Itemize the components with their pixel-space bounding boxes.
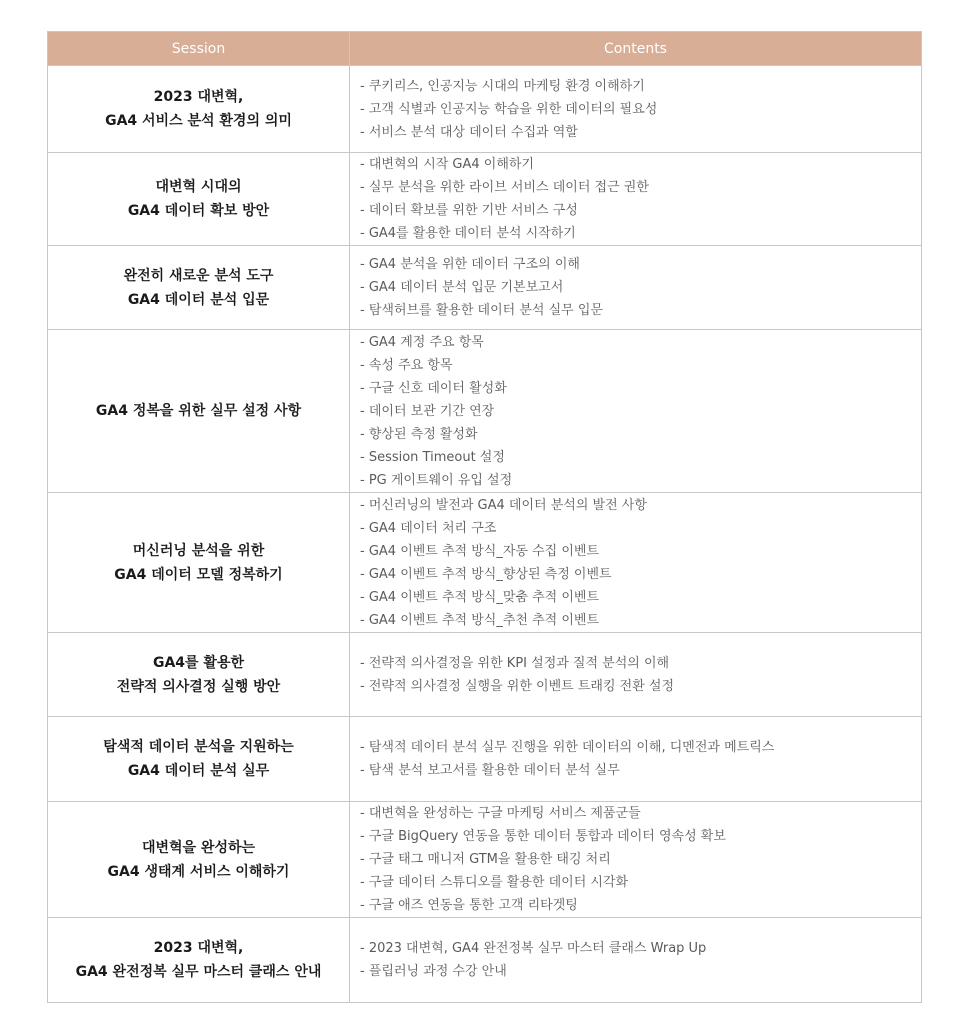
session-title-line: GA4 정복을 위한 실무 설정 사항 — [95, 403, 302, 419]
contents-list-item: - GA4 이벤트 추적 방식_향상된 측정 이벤트 — [360, 566, 612, 582]
contents-list-item: - 향상된 측정 활성화 — [360, 426, 478, 442]
session-title-line: 전략적 의사결정 실행 방안 — [116, 678, 281, 695]
contents-list-item: - Session Timeout 설정 — [360, 449, 505, 465]
contents-list-item: - 머신러닝의 발전과 GA4 데이터 분석의 발전 사항 — [360, 497, 647, 513]
session-title-line: GA4 데이터 모델 정복하기 — [114, 566, 283, 583]
session-title-line: 2023 대변혁, — [153, 940, 244, 956]
contents-list-item: - GA4 이벤트 추적 방식_추천 추적 이벤트 — [360, 612, 600, 628]
session-title-cell — [48, 493, 350, 633]
contents-list-item: - 탐색적 데이터 분석 실무 진행을 위한 데이터의 이해, 디멘전과 메트릭스 — [360, 740, 775, 755]
table-row — [48, 493, 922, 633]
contents-cell — [350, 246, 922, 330]
table-body — [48, 66, 922, 1003]
session-title-cell — [48, 633, 350, 717]
session-title-line: 대변혁을 완성하는 — [141, 839, 256, 856]
session-title-line: 머신러닝 분석을 위한 — [132, 542, 265, 559]
contents-list — [360, 331, 921, 492]
table-row — [48, 153, 922, 246]
session-title-line: 완전히 새로운 분석 도구 — [123, 267, 274, 284]
contents-list-item: - 데이터 보관 기간 연장 — [360, 403, 495, 419]
contents-cell — [350, 153, 922, 246]
table-row — [48, 246, 922, 330]
session-title-cell — [48, 717, 350, 802]
contents-cell — [350, 66, 922, 153]
contents-list-item: - GA4를 활용한 데이터 분석 시작하기 — [360, 226, 576, 241]
contents-list-item: - 탐색허브를 활용한 데이터 분석 실무 입문 — [360, 303, 603, 318]
contents-list — [360, 75, 921, 144]
contents-list-item: - 대변혁을 완성하는 구글 마케팅 서비스 제품군들 — [360, 806, 641, 821]
contents-cell — [350, 918, 922, 1003]
session-title-line: GA4 완전정복 실무 마스터 클래스 안내 — [75, 964, 322, 980]
session-title-cell — [48, 66, 350, 153]
contents-list-item: - 구글 신호 데이터 활성화 — [360, 380, 507, 396]
table-row — [48, 66, 922, 153]
contents-list-item: - 2023 대변혁, GA4 완전정복 실무 마스터 클래스 Wrap Up — [360, 941, 707, 956]
contents-list-item: - GA4 데이터 처리 구조 — [360, 520, 497, 536]
contents-cell — [350, 717, 922, 802]
contents-list-item: - 고객 식별과 인공지능 학습을 위한 데이터의 필요성 — [360, 101, 658, 117]
contents-column-header: Contents — [350, 32, 922, 66]
contents-list — [360, 802, 921, 917]
session-title-cell — [48, 246, 350, 330]
contents-list-item: - GA4 계정 주요 항목 — [360, 334, 484, 350]
contents-cell — [350, 493, 922, 633]
contents-cell — [350, 633, 922, 717]
contents-cell — [350, 330, 922, 493]
session-title-line: GA4 생태계 서비스 이해하기 — [107, 863, 290, 880]
contents-list-item: - 구글 BigQuery 연동을 통한 데이터 통합과 데이터 영속성 확보 — [360, 829, 726, 844]
contents-cell — [350, 802, 922, 918]
session-title-line: GA4 데이터 확보 방안 — [127, 203, 270, 219]
session-title-line: GA4 서비스 분석 환경의 의미 — [105, 113, 292, 129]
session-title-line: GA4 데이터 분석 입문 — [127, 291, 270, 308]
table-row — [48, 802, 922, 918]
contents-list — [360, 937, 921, 983]
curriculum-table — [47, 31, 922, 1003]
session-title-cell — [48, 918, 350, 1003]
contents-list-item: - 대변혁의 시작 GA4 이해하기 — [360, 157, 535, 172]
contents-list-item: - PG 게이트웨이 유입 설정 — [360, 472, 513, 488]
table-row — [48, 330, 922, 493]
session-title-line: 탐색적 데이터 분석을 지원하는 — [103, 739, 294, 755]
contents-list — [360, 494, 921, 632]
contents-list-item: - 탐색 분석 보고서를 활용한 데이터 분석 실무 — [360, 763, 620, 778]
session-title-line: GA4 데이터 분석 실무 — [127, 763, 270, 779]
session-title-line: 대변혁 시대의 — [155, 179, 242, 195]
session-title-cell — [48, 330, 350, 493]
contents-list-item: - 서비스 분석 대상 데이터 수집과 역할 — [360, 124, 578, 140]
table-row — [48, 717, 922, 802]
table-row — [48, 633, 922, 717]
session-title-cell — [48, 153, 350, 246]
contents-list-item: - 구글 데이터 스튜디오를 활용한 데이터 시각화 — [360, 875, 629, 890]
contents-list-item: - 플립러닝 과정 수강 안내 — [360, 964, 507, 979]
contents-list-item: - 구글 애즈 연동을 통한 고객 리타겟팅 — [360, 898, 578, 913]
contents-list-item: - GA4 분석을 위한 데이터 구조의 이해 — [360, 257, 580, 272]
session-title-line: GA4를 활용한 — [152, 654, 245, 671]
contents-list-item: - 실무 분석을 위한 라이브 서비스 데이터 접근 권한 — [360, 180, 649, 195]
contents-list — [360, 736, 921, 782]
contents-list-item: - 속성 주요 항목 — [360, 357, 453, 373]
contents-list-item: - 전략적 의사결정 실행을 위한 이벤트 트래킹 전환 설정 — [360, 678, 675, 694]
session-column-header: Session — [48, 32, 350, 66]
table-header — [48, 32, 922, 66]
header-row — [48, 32, 922, 66]
session-title-line: 2023 대변혁, — [153, 89, 244, 105]
contents-list-item: - 쿠키리스, 인공지능 시대의 마케팅 환경 이해하기 — [360, 78, 645, 94]
contents-list-item: - 전략적 의사결정을 위한 KPI 설정과 질적 분석의 이해 — [360, 655, 670, 671]
contents-list-item: - GA4 데이터 분석 입문 기본보고서 — [360, 280, 564, 295]
contents-list — [360, 652, 921, 698]
table-row — [48, 918, 922, 1003]
contents-list-item: - 구글 태그 매니저 GTM을 활용한 태깅 처리 — [360, 852, 611, 867]
contents-list — [360, 253, 921, 322]
session-title-cell — [48, 802, 350, 918]
contents-list-item: - GA4 이벤트 추적 방식_맞춤 추적 이벤트 — [360, 589, 600, 605]
contents-list — [360, 153, 921, 245]
contents-list-item: - GA4 이벤트 추적 방식_자동 수집 이벤트 — [360, 543, 600, 559]
contents-list-item: - 데이터 확보를 위한 기반 서비스 구성 — [360, 203, 578, 218]
